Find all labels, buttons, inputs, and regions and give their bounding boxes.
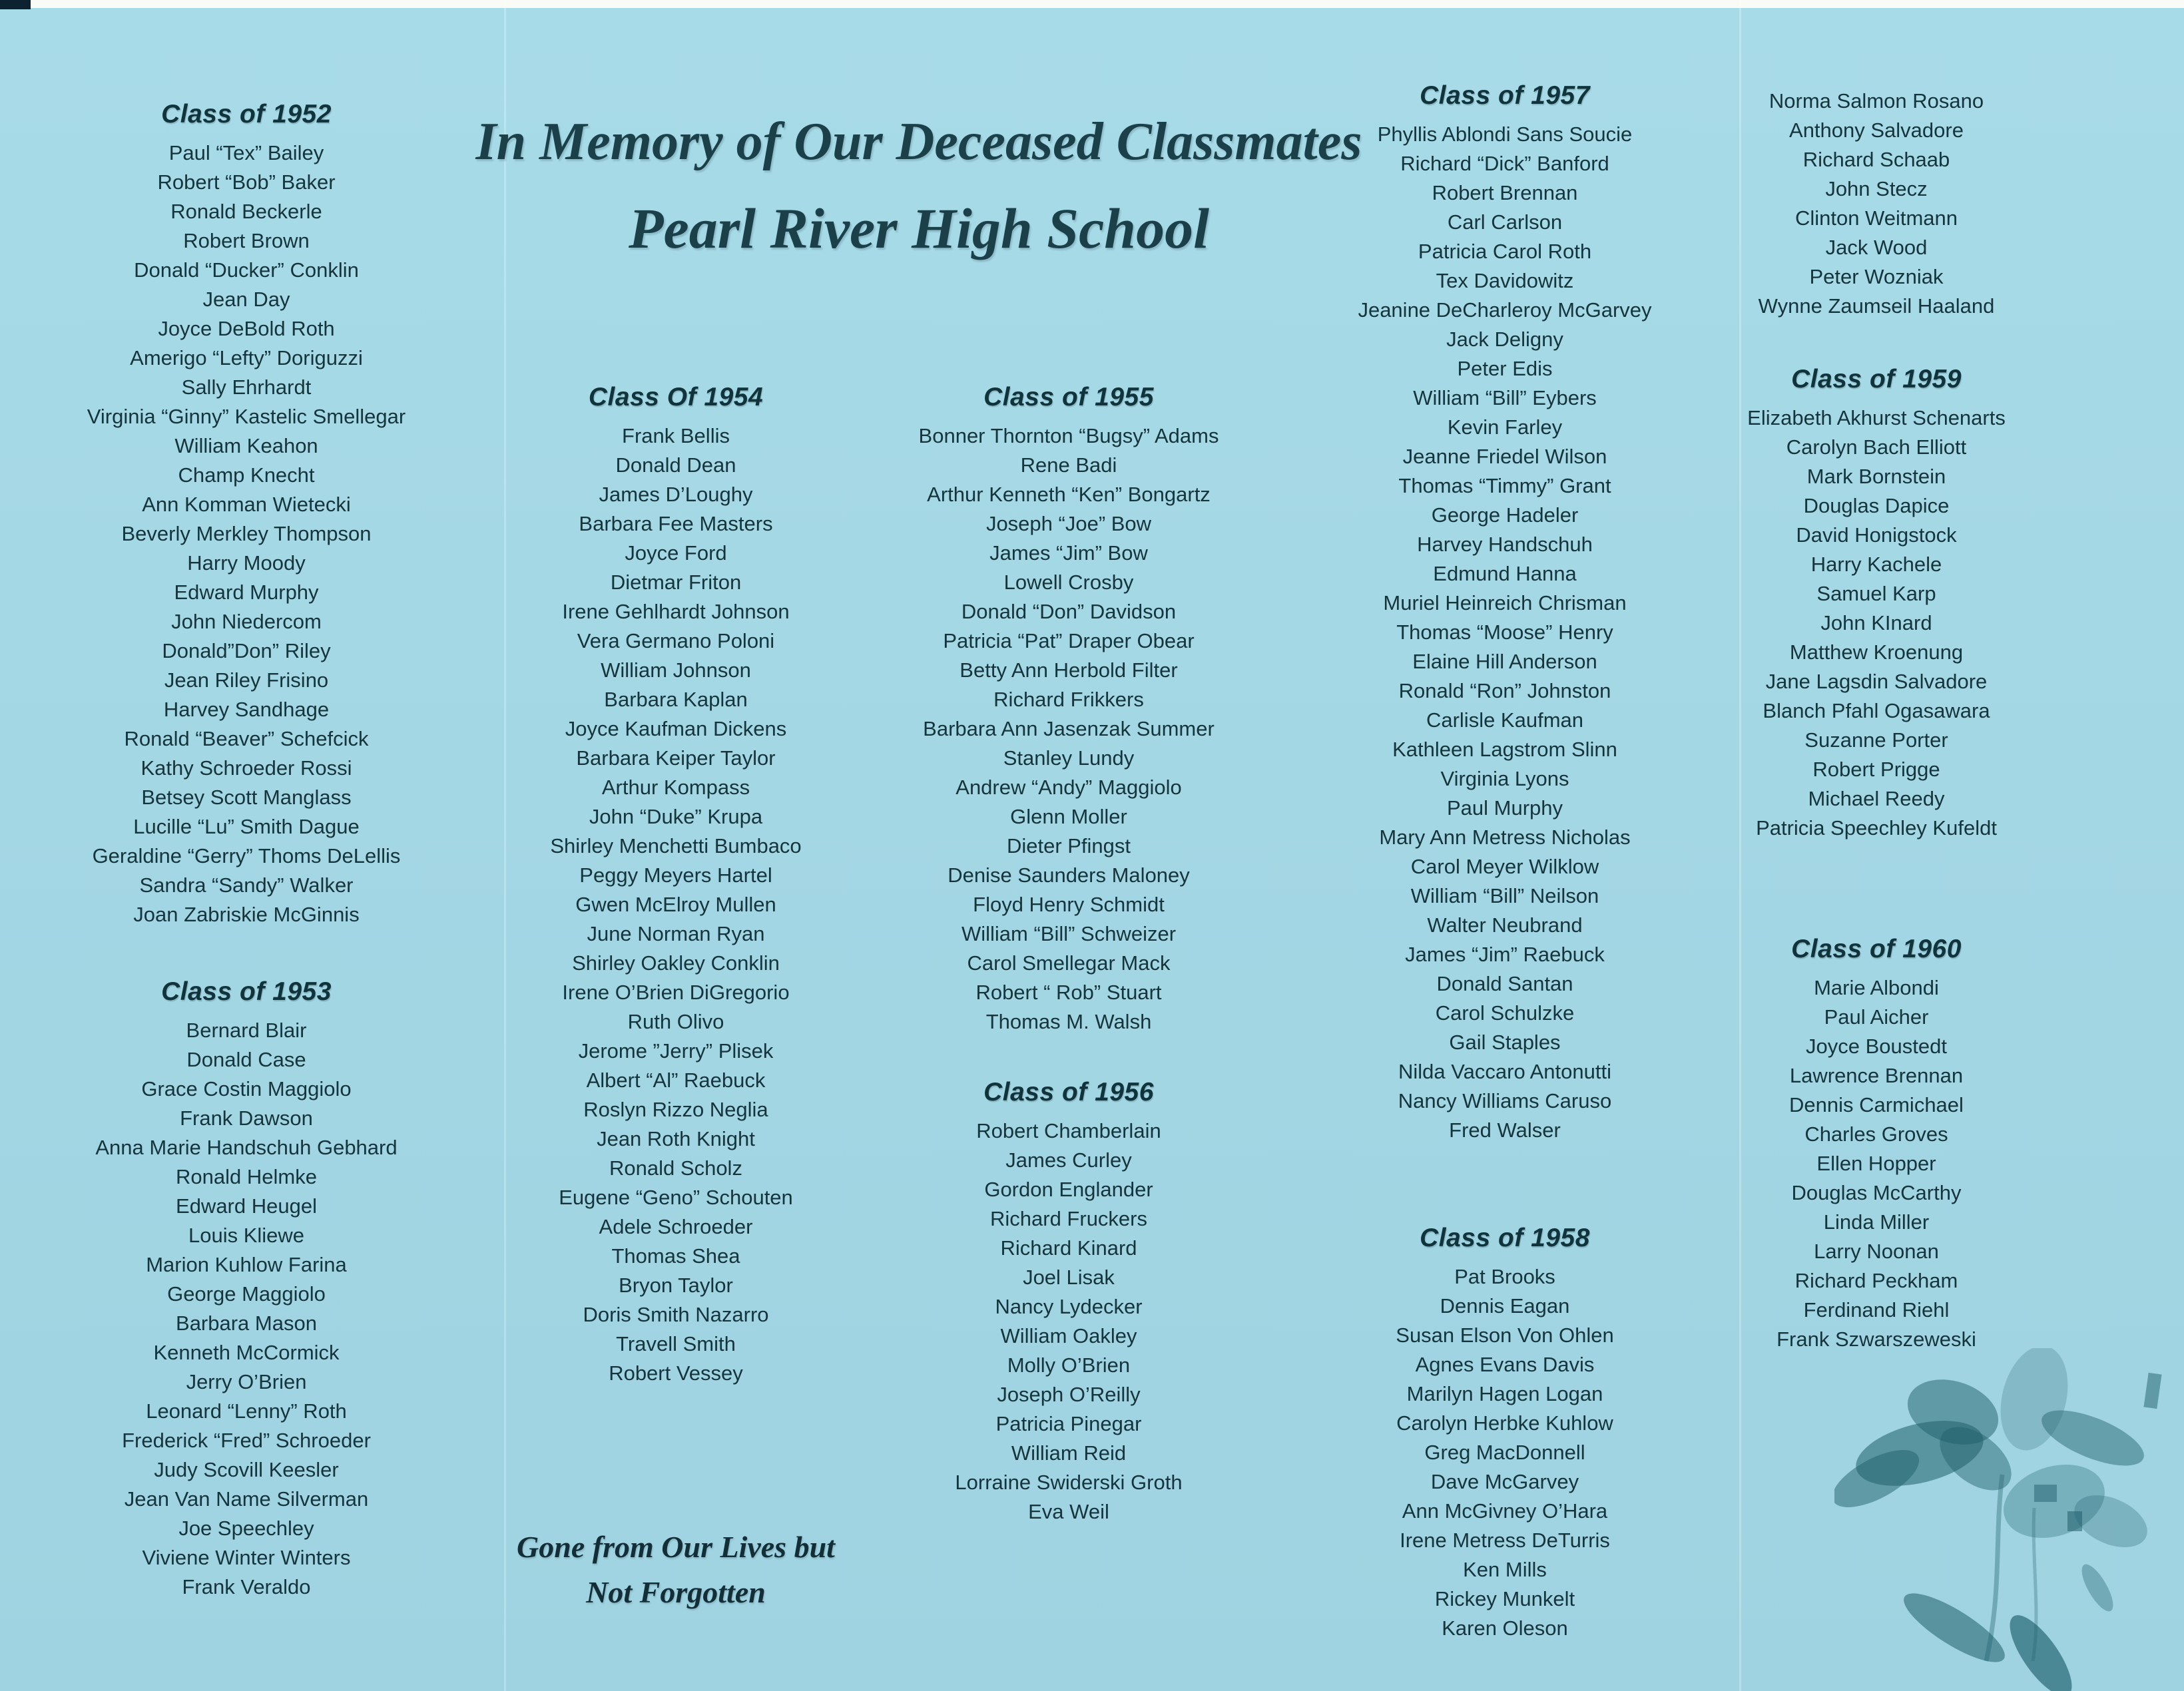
class-1956-names [852,1116,1285,1527]
class-1953-header: Class of 1953 [161,977,332,1006]
class-1952-section [30,100,463,929]
classmate-name: Kathy Schroeder Rossi [140,756,352,780]
classmate-name: Beverly Merkley Thompson [121,522,372,545]
classmate-name: Barbara Mason [176,1312,317,1335]
classmate-name: Irene O’Brien DiGregorio [562,981,790,1004]
classmate-name: Champ Knecht [178,463,315,487]
classmate-name: Carolyn Herbke Kuhlow [1396,1411,1613,1435]
classmate-name: Nancy Lydecker [995,1295,1143,1318]
classmate-name: Ronald Scholz [609,1156,742,1180]
classmate-name: Carol Smellegar Mack [967,951,1171,975]
classmate-name: Douglas McCarthy [1791,1181,1962,1204]
classmate-name: Frank Veraldo [182,1575,311,1598]
classmate-name: Patricia Pinegar [995,1412,1142,1435]
classmate-name: Roslyn Rizzo Neglia [583,1098,768,1121]
classmate-name: Dennis Eagan [1440,1294,1570,1318]
classmate-name: Stanley Lundy [1003,746,1135,770]
classmate-name: Wynne Zaumseil Haaland [1758,294,1995,318]
classmate-name: Gail Staples [1449,1031,1561,1054]
class-1958-header: Class of 1958 [1420,1224,1590,1252]
classmate-name: Joyce Ford [625,541,727,565]
classmate-name: Denise Saunders Maloney [948,863,1190,887]
classmate-name: Paul “Tex” Bailey [168,141,324,164]
classmate-name: Richard Frikkers [993,688,1144,711]
memorial-motto-line1: Gone from Our Lives but [517,1530,835,1564]
class-1957-continued-section [1660,87,2093,321]
classmate-name: William “Bill” Schweizer [961,922,1177,945]
classmate-name: Harvey Handschuh [1417,533,1593,556]
classmate-name: Jean Roth Knight [597,1127,755,1150]
classmate-name: June Norman Ryan [587,922,765,945]
classmate-name: Harry Moody [187,551,306,575]
classmate-name: Kenneth McCormick [153,1341,340,1364]
classmate-name: Thomas Shea [611,1244,740,1268]
classmate-name: Frank Bellis [622,424,730,447]
classmate-name: Ken Mills [1463,1558,1547,1581]
class-1953-names [30,1016,463,1602]
paper-top-edge [0,0,2184,8]
classmate-name: Donald”Don” Riley [162,639,331,662]
classmate-name: Viviene Winter Winters [142,1546,351,1569]
classmate-name: Albert “Al” Raebuck [586,1069,766,1092]
classmate-name: Robert “Bob” Baker [157,170,336,194]
class-1960-names [1660,973,2093,1354]
classmate-name: Mary Ann Metress Nicholas [1379,826,1631,849]
class-1957-continued-names [1660,87,2093,321]
classmate-name: Glenn Moller [1010,805,1127,828]
classmate-name: William Keahon [174,434,318,457]
classmate-name: Donald Case [186,1048,306,1071]
classmate-name: Bernard Blair [186,1019,307,1042]
classmate-name: Edward Murphy [174,581,319,604]
class-1957-section [1288,81,1721,1145]
classmate-name: Donald “Ducker” Conklin [134,258,359,282]
classmate-name: Douglas Dapice [1803,494,1950,517]
classmate-name: Ellen Hopper [1816,1152,1936,1175]
class-1958-section [1288,1224,1721,1643]
classmate-name: Patricia “Pat” Draper Obear [943,629,1195,652]
classmate-name: Susan Elson Von Ohlen [1396,1324,1614,1347]
classmate-name: Suzanne Porter [1804,728,1948,752]
classmate-name: Irene Metress DeTurris [1400,1529,1610,1552]
classmate-name: Marion Kuhlow Farina [146,1253,347,1276]
classmate-name: Sandra “Sandy” Walker [139,873,354,897]
classmate-name: Bryon Taylor [619,1274,733,1297]
classmate-name: Irene Gehlhardt Johnson [562,600,790,623]
classmate-name: Donald “Don” Davidson [961,600,1177,623]
classmate-name: Donald Dean [615,453,736,477]
classmate-name: Nilda Vaccaro Antonutti [1398,1060,1611,1083]
classmate-name: Thomas “Moose” Henry [1396,620,1613,644]
classmate-name: Ronald Beckerle [170,200,322,223]
class-1959-names [1660,403,2093,843]
classmate-name: James “Jim” Raebuck [1405,943,1605,966]
column-1 [30,100,463,1602]
classmate-name: William Reid [1011,1441,1127,1465]
classmate-name: Dave McGarvey [1430,1470,1579,1493]
classmate-name: Marilyn Hagen Logan [1406,1382,1603,1405]
classmate-name: Kevin Farley [1447,415,1563,439]
classmate-name: David Honigstock [1796,523,1957,547]
classmate-name: Leonard “Lenny” Roth [146,1399,347,1423]
classmate-name: Thomas M. Walsh [985,1010,1152,1033]
classmate-name: Louis Kliewe [188,1224,305,1247]
class-1954-names [459,421,892,1388]
classmate-name: Anthony Salvadore [1789,119,1964,142]
classmate-name: Agnes Evans Davis [1415,1353,1595,1376]
classmate-name: Shirley Oakley Conklin [572,951,780,975]
classmate-name: Patricia Speechley Kufeldt [1756,816,1997,840]
classmate-name: Edmund Hanna [1433,562,1577,585]
classmate-name: Joel Lisak [1023,1266,1115,1289]
classmate-name: Muriel Heinreich Chrisman [1383,591,1627,614]
column-3 [852,383,1285,1527]
classmate-name: Gordon Englander [984,1178,1153,1201]
classmate-name: George Hadeler [1431,503,1579,527]
classmate-name: Robert Vessey [609,1361,743,1385]
classmate-name: Tex Davidowitz [1436,269,1574,292]
classmate-name: Samuel Karp [1816,582,1936,605]
classmate-name: Grace Costin Maggiolo [141,1077,352,1100]
classmate-name: Blanch Pfahl Ogasawara [1763,699,1990,722]
classmate-name: Adele Schroeder [599,1215,753,1238]
class-1957-header: Class of 1957 [1420,81,1590,110]
classmate-name: Clinton Weitmann [1794,206,1958,230]
classmate-name: Elaine Hill Anderson [1412,650,1597,673]
classmate-name: Ann McGivney O’Hara [1402,1499,1608,1523]
classmate-name: Joyce Kaufman Dickens [565,717,787,740]
classmate-name: Virginia Lyons [1440,767,1569,790]
classmate-name: Robert Chamberlain [976,1119,1161,1142]
classmate-name: Karen Oleson [1442,1616,1568,1640]
classmate-name: Floyd Henry Schmidt [973,893,1165,916]
school-name: Pearl River High School [629,196,1209,260]
classmate-name: George Maggiolo [167,1282,326,1306]
classmate-name: Sally Ehrhardt [181,375,312,399]
class-1954-header: Class Of 1954 [588,383,764,411]
classmate-name: Lowell Crosby [1003,571,1134,594]
class-1955-header: Class of 1955 [983,383,1154,411]
classmate-name: Pat Brooks [1454,1265,1555,1288]
classmate-name: Donald Santan [1436,972,1573,995]
classmate-name: Carl Carlson [1447,210,1563,234]
classmate-name: Ann Komman Wietecki [142,493,351,516]
classmate-name: Richard Fruckers [990,1207,1147,1230]
classmate-name: Rickey Munkelt [1434,1587,1575,1610]
classmate-name: Virginia “Ginny” Kastelic Smellegar [87,405,406,428]
classmate-name: Lawrence Brennan [1789,1064,1964,1087]
classmate-name: Robert “ Rob” Stuart [975,981,1162,1004]
classmate-name: Jerry O’Brien [186,1370,307,1393]
classmate-name: Eva Weil [1028,1500,1109,1523]
classmate-name: Eugene “Geno” Schouten [559,1186,793,1209]
classmate-name: John KInard [1820,611,1932,634]
memorial-title: In Memory of Our Deceased Classmates [475,113,1362,171]
classmate-name: William Oakley [1000,1324,1137,1347]
classmate-name: Jeanne Friedel Wilson [1402,445,1607,468]
classmate-name: Arthur Kenneth “Ken” Bongartz [927,483,1211,506]
classmate-name: Thomas “Timmy” Grant [1398,474,1611,497]
class-1956-section [852,1078,1285,1527]
classmate-name: James “Jim” Bow [989,541,1148,565]
classmate-name: Jane Lagsdin Salvadore [1765,670,1988,693]
column-5 [1660,87,2093,1354]
classmate-name: Greg MacDonnell [1424,1441,1585,1464]
classmate-name: Joan Zabriskie McGinnis [133,903,360,926]
classmate-name: Paul Aicher [1824,1005,1929,1029]
classmate-name: Norma Salmon Rosano [1769,89,1984,113]
class-1959-header: Class of 1959 [1791,365,1962,393]
classmate-name: Frank Szwarszeweski [1776,1328,1976,1351]
classmate-name: Travell Smith [616,1332,736,1355]
classmate-name: Patricia Carol Roth [1418,240,1592,263]
classmate-name: Jack Wood [1825,236,1928,259]
classmate-name: Dietmar Friton [610,571,742,594]
classmate-name: Richard Schaab [1802,148,1950,171]
classmate-name: Lorraine Swiderski Groth [955,1471,1183,1494]
classmate-name: Joyce DeBold Roth [158,317,335,340]
classmate-name: William “Bill” Eybers [1413,386,1597,409]
classmate-name: Barbara Fee Masters [579,512,773,535]
classmate-name: Jeanine DeCharleroy McGarvey [1358,298,1652,322]
classmate-name: Nancy Williams Caruso [1398,1089,1612,1112]
classmate-name: Fred Walser [1449,1118,1561,1142]
classmate-name: Betty Ann Herbold Filter [959,658,1178,682]
classmate-name: Carol Meyer Wilklow [1410,855,1599,878]
classmate-name: Betsey Scott Manglass [141,786,352,809]
classmate-name: Jean Van Name Silverman [124,1487,369,1511]
classmate-name: Jean Riley Frisino [164,668,329,692]
classmate-name: Carol Schulzke [1435,1001,1575,1025]
class-1955-section [852,383,1285,1037]
classmate-name: James Curley [1005,1148,1132,1172]
classmate-name: Arthur Kompass [601,776,750,799]
classmate-name: Edward Heugel [176,1194,317,1218]
classmate-name: Peggy Meyers Hartel [579,863,772,887]
classmate-name: William “Bill” Neilson [1410,884,1599,907]
column-2 [459,383,892,1388]
classmate-name: Jack Deligny [1446,328,1563,351]
classmate-name: Michael Reedy [1808,787,1945,810]
class-1954-section [459,383,892,1388]
column-4 [1288,81,1721,1643]
classmate-name: Phyllis Ablondi Sans Soucie [1377,122,1633,146]
classmate-name: Linda Miller [1823,1210,1930,1234]
class-1956-header: Class of 1956 [983,1078,1154,1106]
classmate-name: Elizabeth Akhurst Schenarts [1747,406,2006,429]
classmate-name: Bonner Thornton “Bugsy” Adams [918,424,1219,447]
classmate-name: Carlisle Kaufman [1426,708,1584,732]
scan-corner-mark [0,0,31,9]
class-1953-section [30,977,463,1602]
classmate-name: Richard “Dick” Banford [1400,152,1609,175]
classmate-name: Molly O’Brien [1007,1353,1131,1377]
classmate-name: Paul Murphy [1446,796,1563,820]
classmate-name: Carolyn Bach Elliott [1786,435,1967,459]
classmate-name: Lucille “Lu” Smith Dague [133,815,360,838]
classmate-name: Larry Noonan [1814,1240,1939,1263]
classmate-name: Ronald “Ron” Johnston [1398,679,1611,702]
classmate-name: Jerome ”Jerry” Plisek [578,1039,774,1063]
classmate-name: Mark Bornstein [1806,465,1946,488]
classmate-name: Peter Edis [1457,357,1553,380]
class-1959-section [1660,365,2093,843]
classmate-name: Robert Brennan [1432,181,1578,204]
classmate-name: Andrew “Andy” Maggiolo [956,776,1182,799]
classmate-name: Ruth Olivo [627,1010,724,1033]
classmate-name: Peter Wozniak [1809,265,1944,288]
flower-stamp-image [1834,1348,2184,1691]
classmate-name: Geraldine “Gerry” Thoms DeLellis [92,844,401,867]
class-1952-names [30,138,463,929]
classmate-name: Richard Peckham [1794,1269,1958,1292]
classmate-name: Joyce Boustedt [1806,1035,1947,1058]
classmate-name: Matthew Kroenung [1789,640,1964,664]
classmate-name: Walter Neubrand [1427,913,1583,937]
classmate-name: Joseph O’Reilly [997,1383,1141,1406]
classmate-name: Dieter Pfingst [1006,834,1131,857]
classmate-name: Judy Scovill Keesler [154,1458,339,1481]
classmate-name: Dennis Carmichael [1789,1093,1964,1116]
class-1960-header: Class of 1960 [1791,935,1962,963]
classmate-name: Harry Kachele [1810,553,1942,576]
class-1952-header: Class of 1952 [161,100,332,128]
classmate-name: Charles Groves [1804,1122,1948,1146]
classmate-name: Barbara Ann Jasenzak Summer [923,717,1215,740]
classmate-name: William Johnson [601,658,751,682]
classmate-name: Robert Brown [183,229,310,252]
classmate-name: Frederick “Fred” Schroeder [122,1429,371,1452]
classmate-name: Rene Badi [1020,453,1117,477]
classmate-name: Anna Marie Handschuh Gebhard [95,1136,398,1159]
page-title [439,112,1398,262]
classmate-name: Joseph “Joe” Bow [985,512,1152,535]
classmate-name: Amerigo “Lefty” Doriguzzi [130,346,363,369]
classmate-name: Joe Speechley [178,1517,314,1540]
classmate-name: James D’Loughy [599,483,753,506]
classmate-name: Ferdinand Riehl [1803,1298,1950,1322]
classmate-name: John “Duke” Krupa [589,805,763,828]
classmate-name: Robert Prigge [1812,758,1940,781]
classmate-name: Gwen McElroy Mullen [575,893,776,916]
classmate-name: Shirley Menchetti Bumbaco [550,834,802,857]
classmate-name: Richard Kinard [1000,1236,1137,1260]
classmate-name: Harvey Sandhage [163,698,330,721]
classmate-name: Doris Smith Nazarro [583,1303,769,1326]
classmate-name: Barbara Keiper Taylor [576,746,776,770]
classmate-name: John Niedercom [171,610,322,633]
classmate-name: Ronald Helmke [176,1165,317,1188]
class-1960-section [1660,935,2093,1354]
class-1958-names [1288,1262,1721,1643]
memorial-motto [459,1525,892,1615]
class-1955-names [852,421,1285,1037]
classmate-name: John Stecz [1825,177,1928,200]
classmate-name: Marie Albondi [1814,976,1939,999]
classmate-name: Ronald “Beaver” Schefcick [124,727,369,750]
classmate-name: Kathleen Lagstrom Slinn [1392,738,1617,761]
classmate-name: Frank Dawson [180,1106,313,1130]
memorial-motto-line2: Not Forgotten [586,1575,766,1609]
classmate-name: Vera Germano Poloni [577,629,775,652]
classmate-name: Jean Day [202,288,290,311]
classmate-name: Barbara Kaplan [604,688,748,711]
class-1957-names [1288,120,1721,1145]
